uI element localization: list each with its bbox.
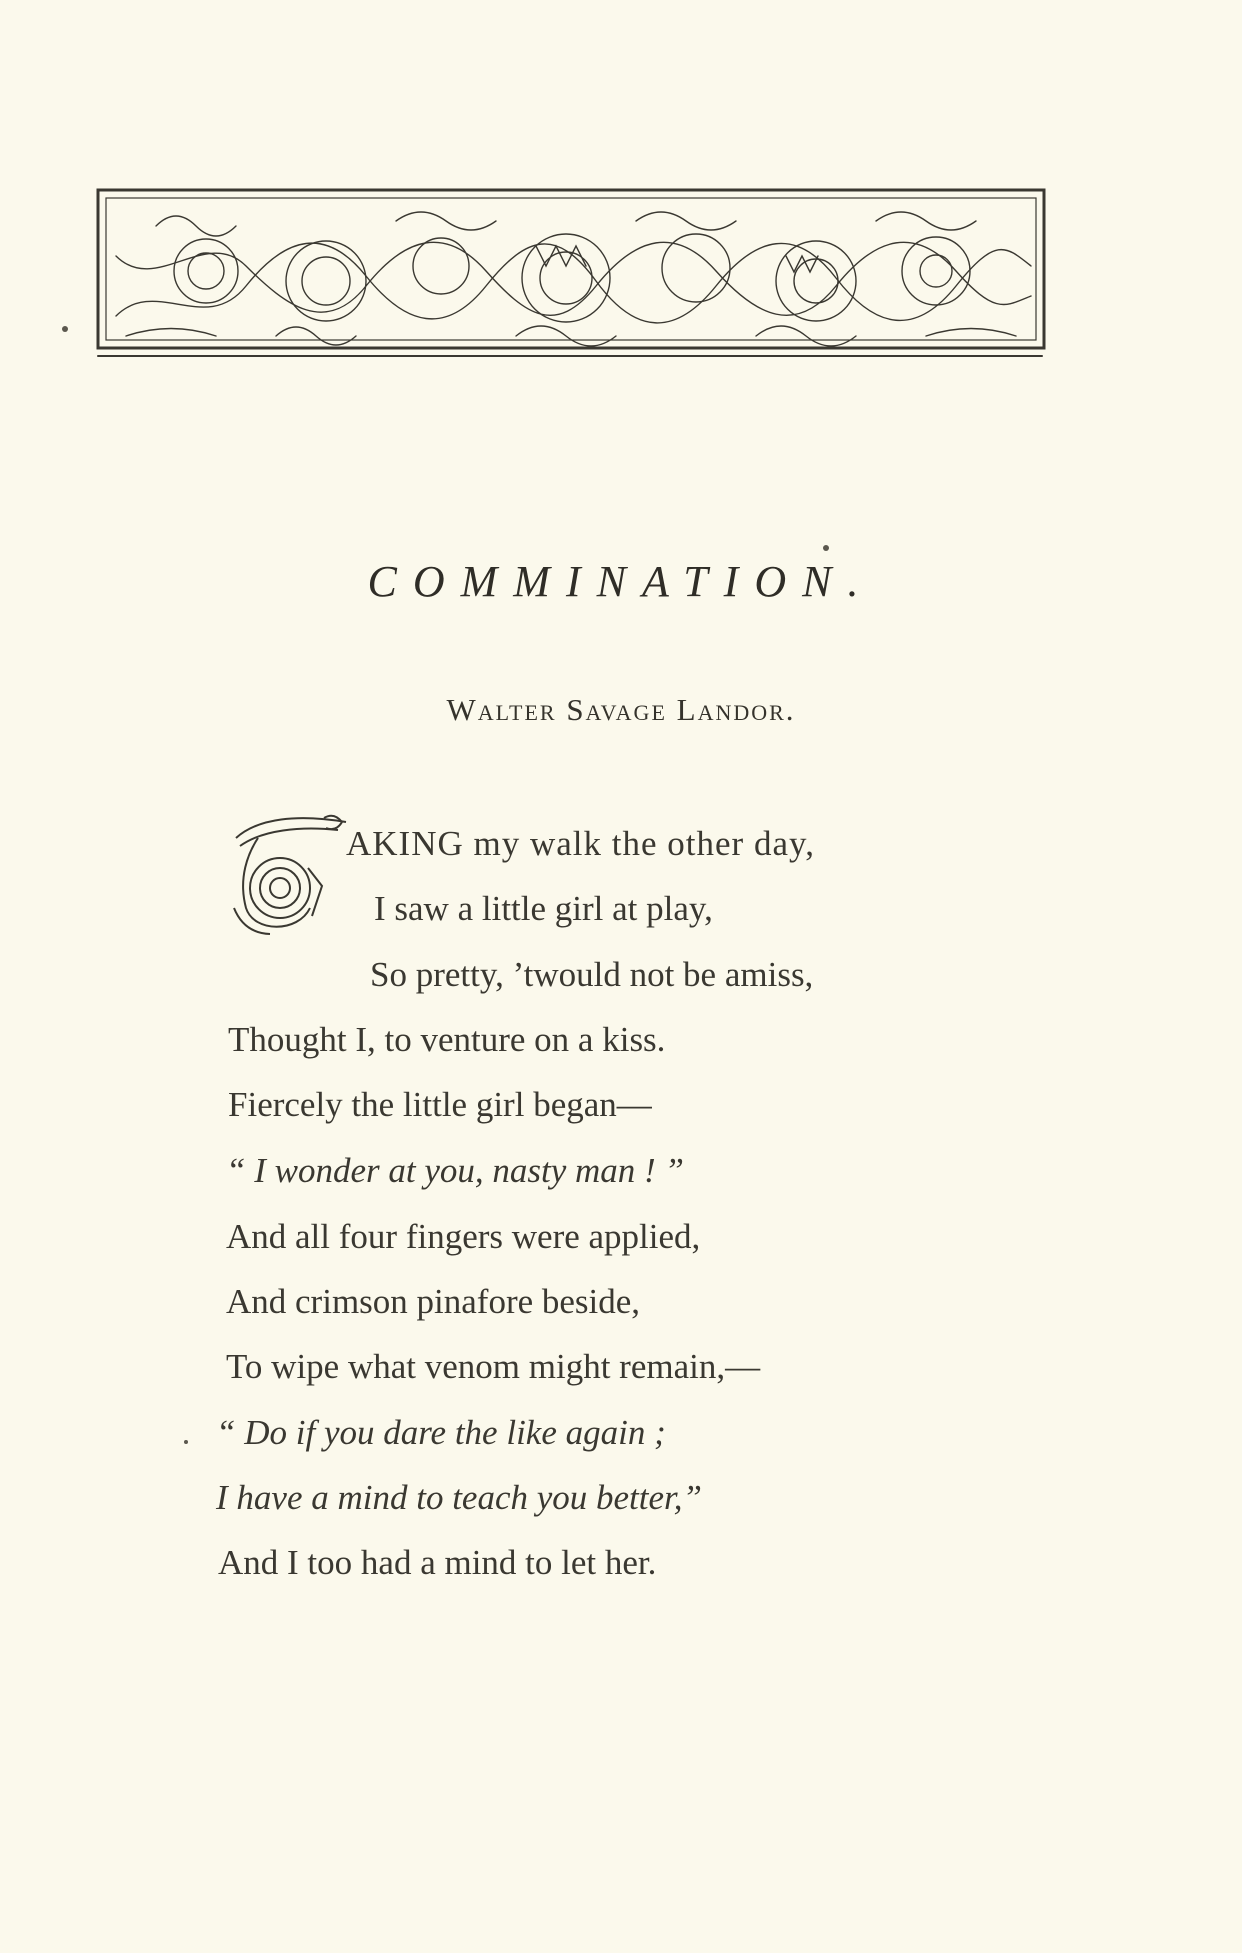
poem-line-11: I have a mind to teach you better,” [216, 1478, 703, 1517]
poem-line-6: “ I wonder at you, nasty man ! ” [226, 1151, 684, 1190]
poem-line-8: And crimson pinafore beside, [226, 1282, 641, 1321]
poem-line-2: I saw a little girl at play, [374, 889, 713, 928]
poem-line-4: Thought I, to venture on a kiss. [228, 1020, 666, 1059]
poem-line-9: To wipe what venom might remain,— [226, 1347, 761, 1386]
poem-line-5: Fiercely the little girl began— [228, 1085, 652, 1124]
page-speck [184, 1440, 188, 1444]
poem-author: Walter Savage Landor. [446, 692, 796, 727]
poem-line-7: And all four fingers were applied, [226, 1217, 701, 1256]
ornamental-initial-T [228, 808, 352, 938]
poem-line-3: So pretty, ’twould not be amiss, [370, 955, 814, 994]
poem-line-12: And I too had a mind to let her. [218, 1543, 657, 1582]
poem-title: COMMINATION. [367, 557, 875, 606]
page-speck [62, 326, 68, 332]
floral-headpiece-ornament [96, 186, 1046, 366]
poem-line-1: AKING my walk the other day, [346, 824, 815, 863]
poem-line-10: “ Do if you dare the like again ; [216, 1413, 666, 1452]
page-speck [823, 545, 829, 551]
